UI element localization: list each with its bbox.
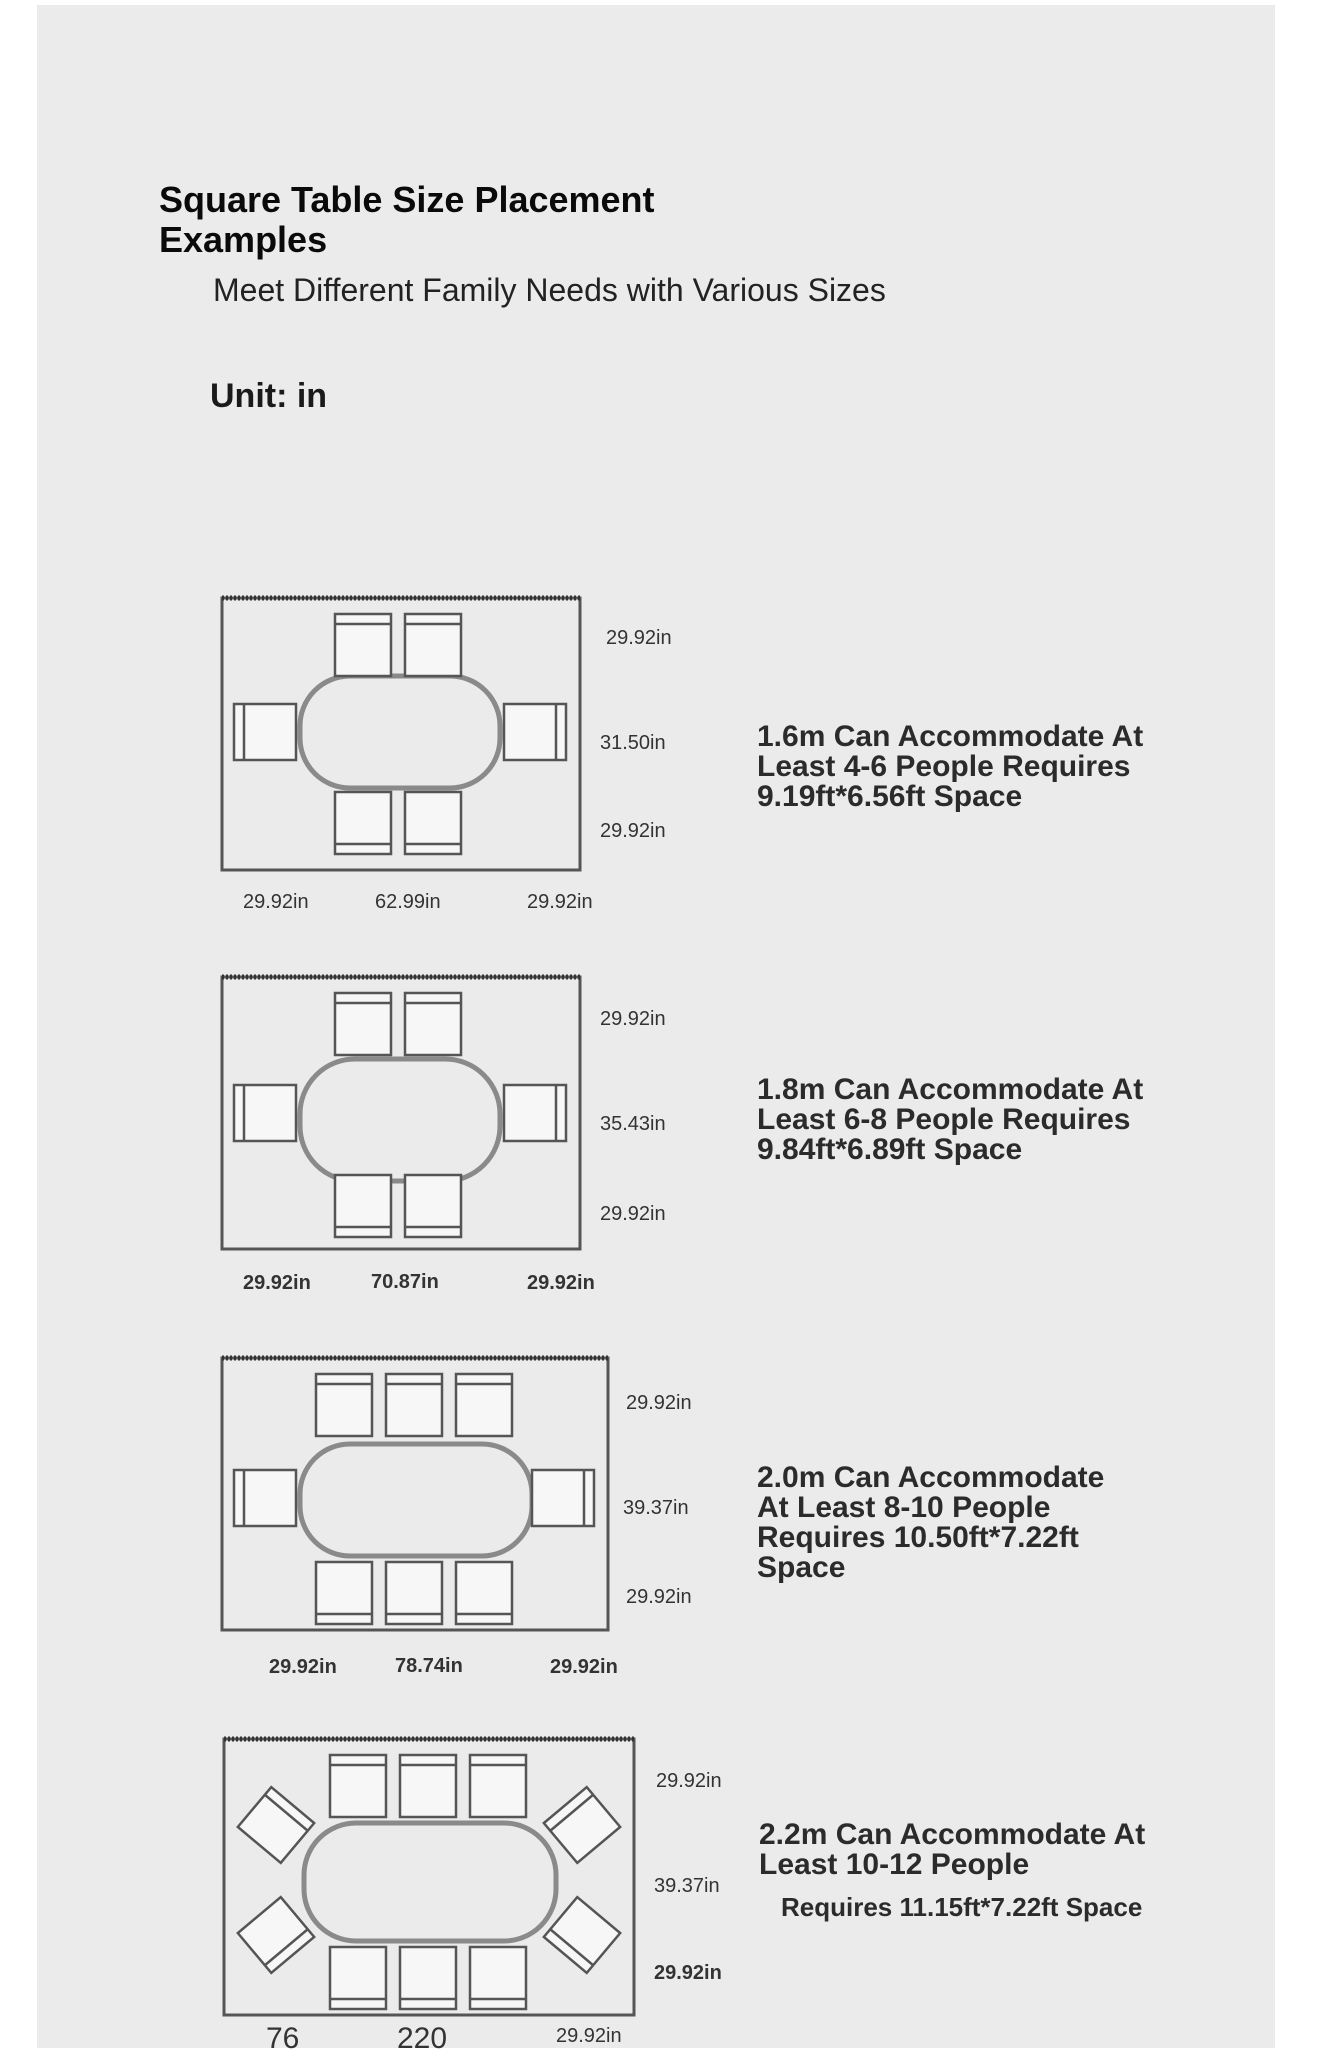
dim-bottom-3b: 78.74in: [395, 1655, 463, 1677]
dim-bottom-1a: 29.92in: [243, 891, 309, 913]
dim-bottom-4c: 29.92in: [556, 2025, 622, 2047]
floor-plan-4: [220, 1737, 640, 2037]
dim-bottom-1b: 62.99in: [375, 891, 441, 913]
dim-right-1b: 31.50in: [600, 732, 666, 754]
dim-right-1c: 29.92in: [600, 820, 666, 842]
dim-right-4a: 29.92in: [656, 1770, 722, 1792]
dim-right-1a: 29.92in: [606, 627, 672, 649]
dim-bottom-2b: 70.87in: [371, 1271, 439, 1293]
layout-description-4: 2.2m Can Accommodate At Least 10-12 People Requires 11.15ft*7.22ft Space: [759, 1818, 1146, 1922]
layout-description-1: 1.6m Can Accommodate At Least 4-6 People Requires 9.19ft*6.56ft Space: [757, 720, 1144, 813]
dim-bottom-2c: 29.92in: [527, 1272, 595, 1294]
dim-right-4c: 29.92in: [654, 1962, 722, 1984]
dim-right-2a: 29.92in: [600, 1008, 666, 1030]
floor-plan-1: [220, 596, 590, 876]
dim-right-2b: 35.43in: [600, 1113, 666, 1135]
dim-right-4b: 39.37in: [654, 1875, 720, 1897]
dim-right-3b: 39.37in: [623, 1497, 689, 1519]
dim-bottom-4b: 220: [397, 2022, 448, 2055]
layout-description-3: 2.0m Can Accommodate At Least 8-10 People Requires 10.50ft*7.22ft Space: [757, 1461, 1105, 1584]
dim-right-2c: 29.92in: [600, 1203, 666, 1225]
dim-bottom-3a: 29.92in: [269, 1656, 337, 1678]
dim-bottom-1c: 29.92in: [527, 891, 593, 913]
page-title: Square Table Size Placement Examples: [159, 179, 655, 260]
unit-label: Unit: in: [210, 377, 328, 415]
dim-right-3a: 29.92in: [626, 1392, 692, 1414]
floor-plan-3: [220, 1356, 615, 1636]
dim-bottom-2a: 29.92in: [243, 1272, 311, 1294]
oval-table: [300, 676, 500, 788]
page-subtitle: Meet Different Family Needs with Various Sizes: [213, 272, 886, 308]
dim-right-3c: 29.92in: [626, 1586, 692, 1608]
layout-description-2: 1.8m Can Accommodate At Least 6-8 People Requires 9.84ft*6.89ft Space: [757, 1073, 1144, 1166]
dim-bottom-4a: 76: [266, 2022, 300, 2055]
floor-plan-2: [220, 975, 590, 1255]
dim-bottom-3c: 29.92in: [550, 1656, 618, 1678]
